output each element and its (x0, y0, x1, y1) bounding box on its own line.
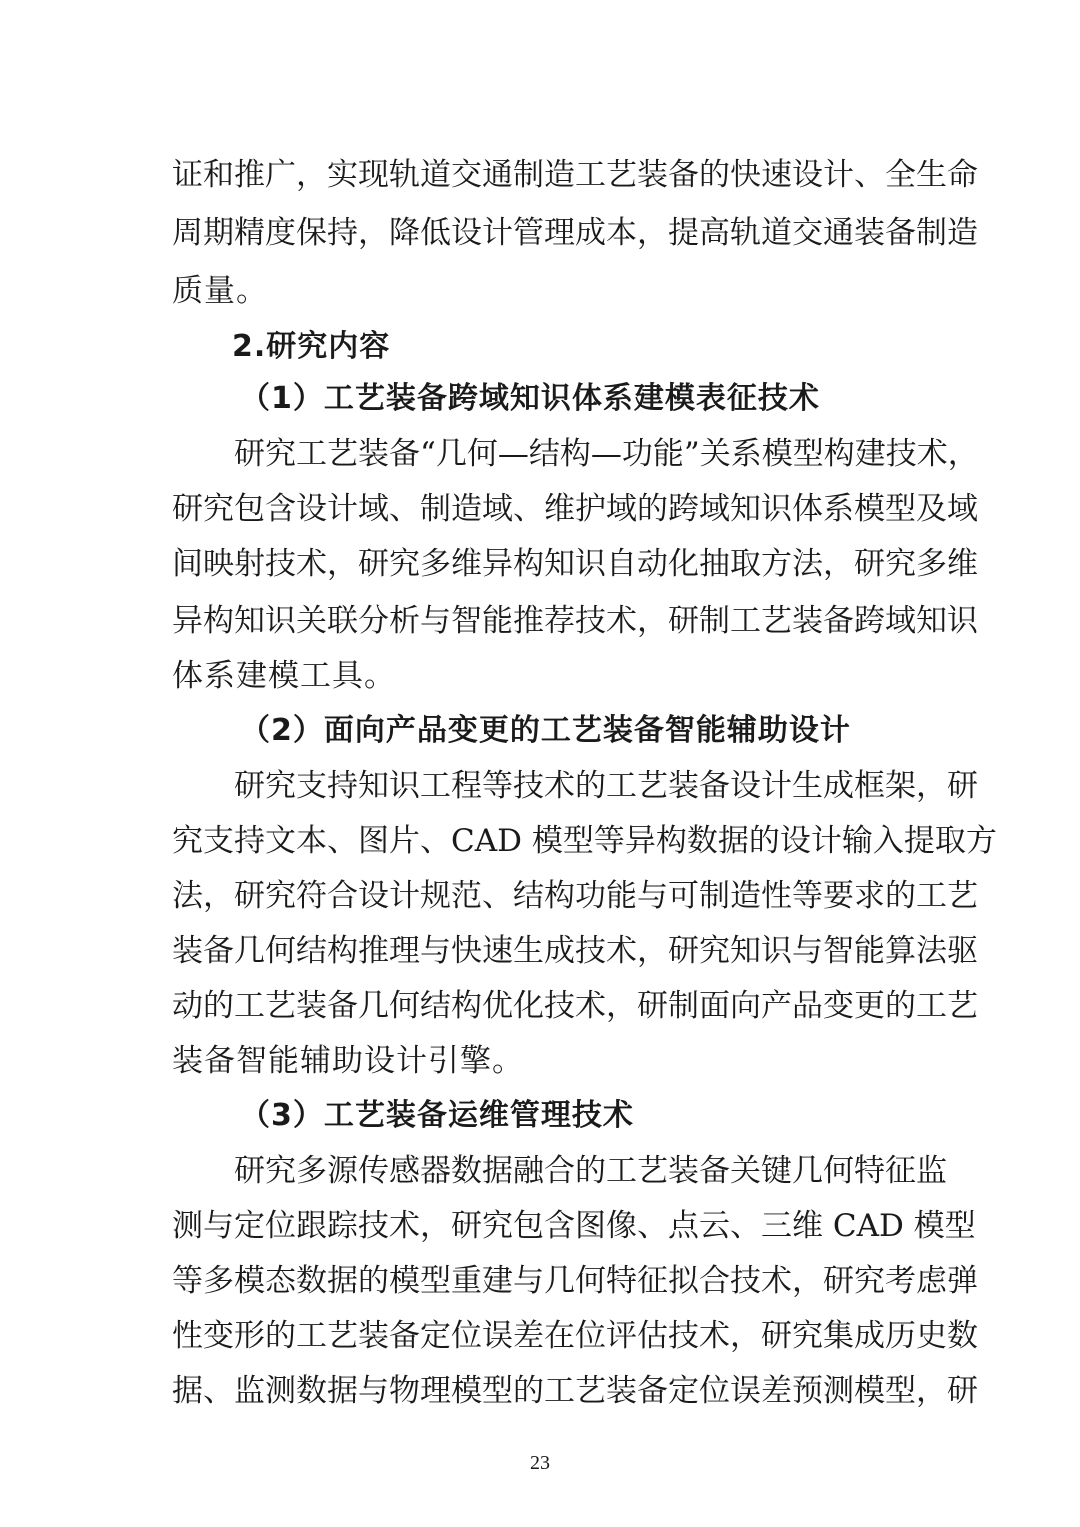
section-heading: 2.研究内容 (232, 329, 391, 364)
body-line: 研究多源传感器数据融合的工艺装备关键几何特征监 (234, 1153, 947, 1189)
body-line: 装备智能辅助设计引擎。 (172, 1043, 524, 1079)
body-line: 据、监测数据与物理模型的工艺装备定位误差预测模型，研 (172, 1373, 978, 1409)
body-line: 究支持文本、图片、CAD 模型等异构数据的设计输入提取方 (172, 823, 997, 859)
body-line: 研究支持知识工程等技术的工艺装备设计生成框架，研 (234, 768, 978, 804)
body-line: 装备几何结构推理与快速生成技术，研究知识与智能算法驱 (172, 933, 978, 969)
body-line: 等多模态数据的模型重建与几何特征拟合技术，研究考虑弹 (172, 1263, 978, 1299)
body-line: 异构知识关联分析与智能推荐技术，研制工艺装备跨域知识 (172, 603, 978, 639)
body-line: 体系建模工具。 (172, 658, 396, 694)
body-line: 法，研究符合设计规范、结构功能与可制造性等要求的工艺 (172, 878, 978, 914)
body-line: 质量。 (172, 273, 268, 309)
body-line: 周期精度保持，降低设计管理成本，提高轨道交通装备制造 (172, 215, 978, 251)
subsection-heading-3: （3）工艺装备运维管理技术 (240, 1098, 634, 1133)
page-number: 23 (530, 1452, 550, 1474)
body-line: 性变形的工艺装备定位误差在位评估技术，研究集成历史数 (172, 1318, 978, 1354)
body-line: 证和推广，实现轨道交通制造工艺装备的快速设计、全生命 (172, 157, 978, 193)
body-line: 研究包含设计域、制造域、维护域的跨域知识体系模型及域 (172, 491, 978, 527)
body-line: 动的工艺装备几何结构优化技术，研制面向产品变更的工艺 (172, 988, 978, 1024)
subsection-heading-2: （2）面向产品变更的工艺装备智能辅助设计 (240, 713, 851, 748)
subsection-heading-1: （1）工艺装备跨域知识体系建模表征技术 (240, 381, 820, 416)
body-line: 测与定位跟踪技术，研究包含图像、点云、三维 CAD 模型 (172, 1208, 976, 1244)
body-line: 研究工艺装备“几何—结构—功能”关系模型构建技术， (234, 436, 979, 472)
body-line: 间映射技术，研究多维异构知识自动化抽取方法，研究多维 (172, 546, 978, 582)
